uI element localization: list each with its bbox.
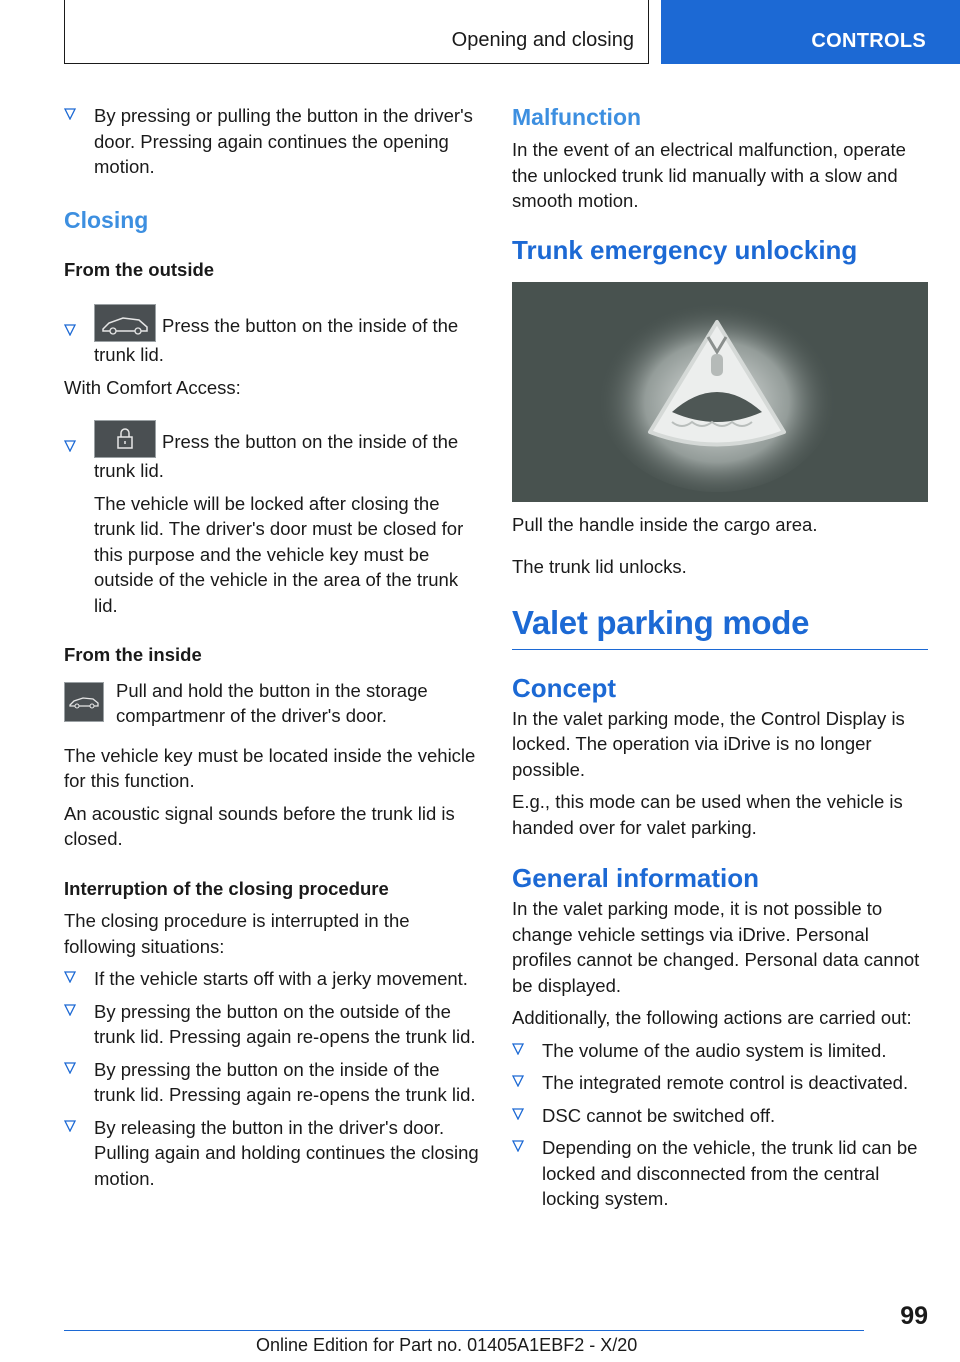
general-text: In the valet parking mode, it is not possible to change vehicle settings via iDrive. Personal profiles cannot be changed. Personal data cannot be displayed.: [512, 898, 920, 996]
intro-bullet-text: By pressing or pulling the button in the driver's door. Pressing again continues the opening motion.: [94, 105, 473, 177]
footer-edition: Online Edition for Part no. 01405A1EBF2 - X/20: [256, 1335, 638, 1355]
interruption-intro: The closing procedure is interrupted in the following situations:: [64, 910, 410, 957]
closing-heading: Closing: [64, 206, 149, 233]
concept-example: E.g., this mode can be used when the vehicle is handed over for valet parking.: [512, 791, 903, 838]
interruption-bullet: [64, 1115, 482, 1192]
trunk-car-icon: [64, 682, 104, 722]
left-column: [64, 103, 482, 1191]
outside-bullet: [64, 304, 482, 368]
triangle-bullet-icon: [64, 971, 76, 983]
header-chapter-box: [661, 0, 960, 64]
from-outside-heading: From the outside: [64, 258, 215, 280]
action-bullet: [512, 1135, 928, 1212]
header-chapter-title: CONTROLS: [811, 30, 926, 52]
action-bullet: [512, 1070, 928, 1096]
comfort-access-label: With Comfort Access:: [64, 376, 241, 398]
additional-intro: Additionally, the following actions are carried out:: [512, 1007, 912, 1028]
inside-instruction: [64, 678, 482, 729]
triangle-bullet-icon: [512, 1108, 524, 1120]
comfort-bullet-text: Press the button on the inside of the trunk lid.: [94, 431, 459, 481]
emergency-handle-photo: [512, 282, 928, 502]
interruption-bullet: [64, 1057, 482, 1108]
lock-icon: [94, 420, 156, 458]
from-inside-heading: From the inside: [64, 644, 202, 665]
triangle-bullet-icon: [64, 440, 76, 452]
trunk-car-icon: [94, 304, 156, 342]
pull-handle-text: Pull the handle inside the cargo area.: [512, 513, 818, 535]
valet-heading: Valet parking mode: [512, 603, 810, 641]
interruption-bullet-text: By releasing the button in the driver's door. Pulling again and holding continues the closing motion.: [94, 1116, 479, 1189]
triangle-bullet-icon: [512, 1140, 524, 1152]
action-bullet: [512, 1103, 928, 1129]
acoustic-note: An acoustic signal sounds before the trunk lid is closed.: [64, 802, 455, 849]
comfort-bullet: [64, 420, 482, 618]
intro-bullet: [64, 103, 482, 180]
interruption-bullet-text: If the vehicle starts off with a jerky movement.: [94, 968, 468, 989]
interruption-bullet: [64, 966, 482, 992]
interruption-heading: Interruption of the closing procedure: [64, 877, 389, 899]
interruption-bullet-text: By pressing the button on the outside of the trunk lid. Pressing again re-opens the trunk lid.: [94, 1000, 476, 1047]
unlocks-text: The trunk lid unlocks.: [512, 556, 687, 577]
outside-bullet-text: Press the button on the inside of the trunk lid.: [94, 315, 459, 365]
concept-text: In the valet parking mode, the Control Display is locked. The operation via iDrive is no longer possible.: [512, 707, 905, 780]
triangle-bullet-icon: [512, 1043, 524, 1055]
malfunction-heading: Malfunction: [512, 104, 642, 130]
comfort-note: The vehicle will be locked after closing the trunk lid. The driver's door must be closed for this purpose and the vehicle key must be outside of the vehicle in the area of the trunk lid.: [94, 492, 464, 616]
triangle-bullet-icon: [64, 1004, 76, 1016]
right-column: [512, 103, 928, 1212]
key-note: The vehicle key must be located inside the vehicle for this function.: [64, 744, 476, 791]
action-bullet: [512, 1038, 928, 1064]
header-section-title: Opening and closing: [451, 29, 634, 51]
concept-heading: Concept: [512, 672, 616, 703]
triangle-bullet-icon: [64, 1062, 76, 1074]
action-bullet-text: The integrated remote control is deactivated.: [542, 1072, 909, 1093]
emergency-handle-illustration: [512, 282, 928, 502]
inside-text: Pull and hold the button in the storage compartmenr of the driver's door.: [116, 679, 428, 726]
interruption-bullet-text: By pressing the button on the inside of the trunk lid. Pressing again re-opens the trunk lid.: [94, 1058, 476, 1105]
page-number: 99: [900, 1302, 928, 1330]
interruption-bullet: [64, 999, 482, 1050]
triangle-bullet-icon: [64, 324, 76, 336]
triangle-bullet-icon: [64, 108, 76, 120]
footer-rule: [64, 1330, 864, 1331]
emergency-heading: Trunk emergency unlocking: [512, 234, 858, 265]
triangle-bullet-icon: [512, 1075, 524, 1087]
malfunction-text: In the event of an electrical malfunction, operate the unlocked trunk lid manually with a slow and smooth motion.: [512, 139, 906, 211]
header-section-box: [64, 0, 649, 64]
action-bullet-text: DSC cannot be switched off.: [542, 1104, 776, 1126]
triangle-bullet-icon: [64, 1120, 76, 1132]
section-rule: [512, 649, 928, 650]
general-heading: General information: [512, 863, 760, 893]
action-bullet-text: The volume of the audio system is limited.: [542, 1039, 887, 1061]
action-bullet-text: Depending on the vehicle, the trunk lid can be locked and disconnected from the central locking system.: [542, 1137, 918, 1209]
